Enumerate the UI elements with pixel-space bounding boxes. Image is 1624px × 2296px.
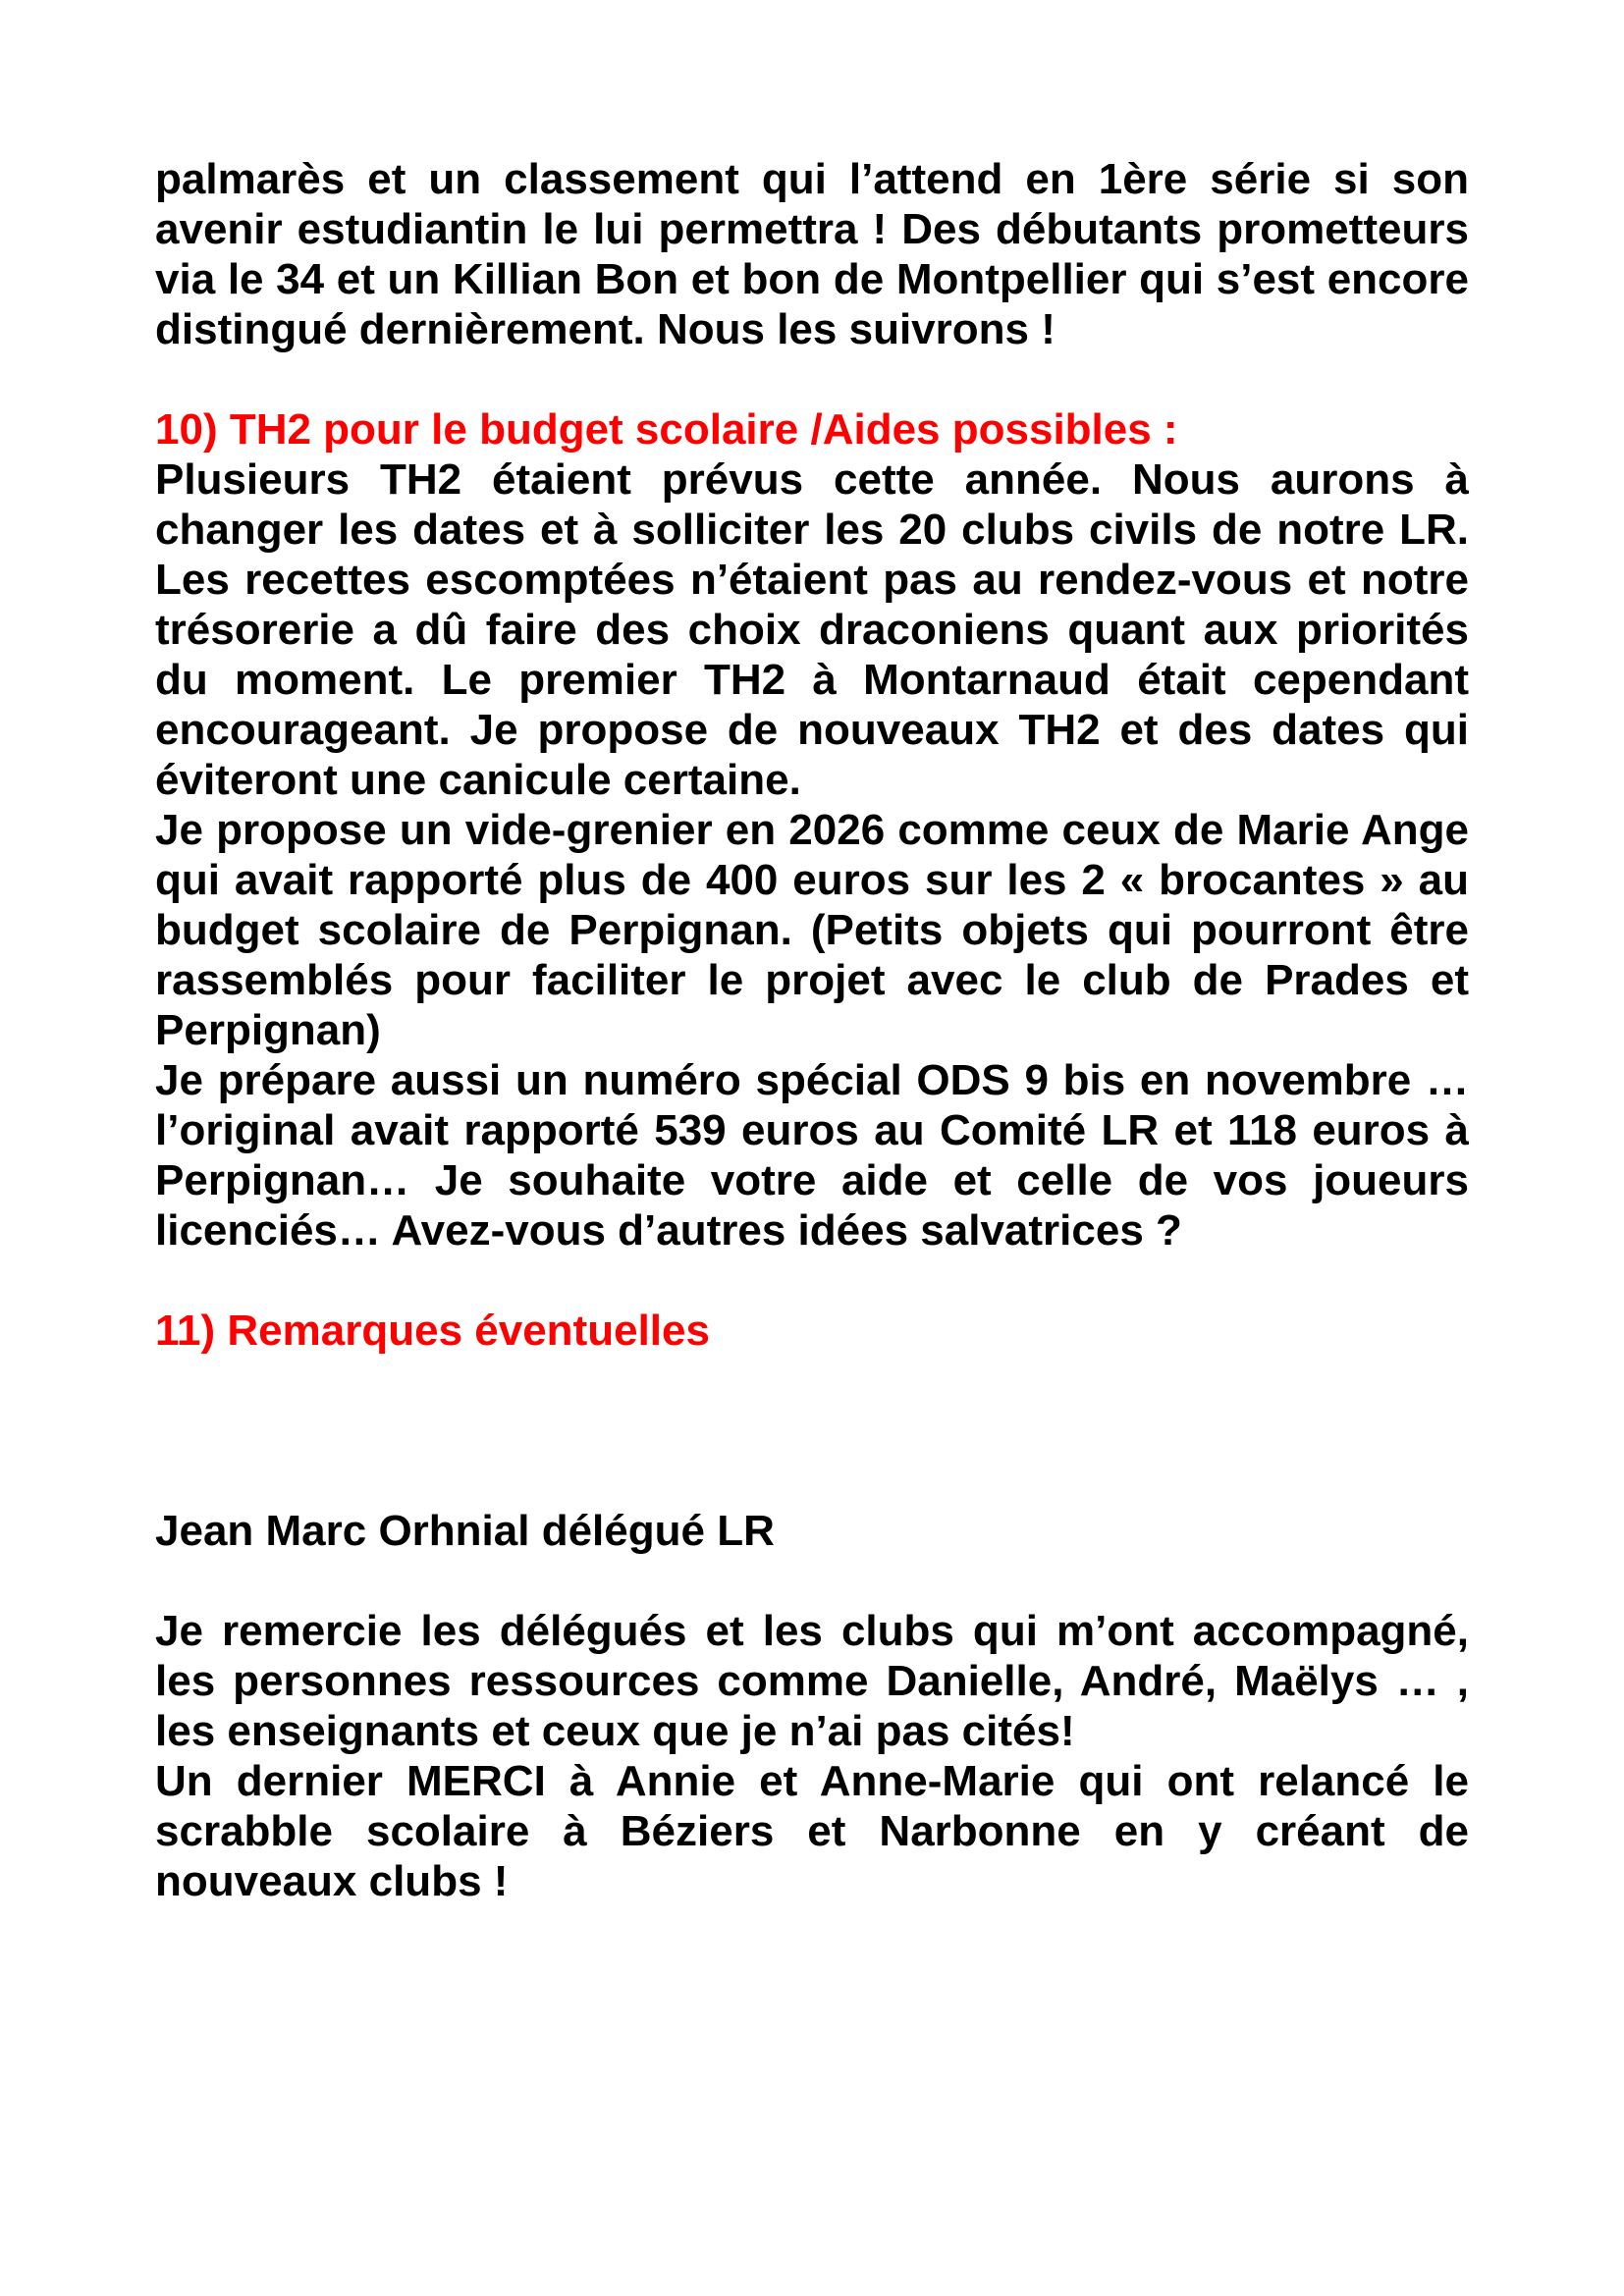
paragraph-vide-grenier: Je propose un vide-grenier en 2026 comme ceux de Marie Ange qui avait rapporté plus de 400 euros sur les 2 « brocantes » au budget scolaire de Perpignan. (Petits objets qui pourront être rassemblés pour faciliter le projet avec le club de Prades et Perpignan)	[155, 806, 1469, 1054]
section-heading-10-th2-budget: 10) TH2 pour le budget scolaire /Aides possibles :	[155, 405, 1178, 454]
paragraph-remerciements: Je remercie les délégués et les clubs qui m’ont accompagné, les personnes ressources comme Danielle, André, Maëlys … , les enseignants et ceux que je n’ai pas cités!	[155, 1607, 1469, 1755]
paragraph-ods-9-bis: Je prépare aussi un numéro spécial ODS 9 bis en novembre …l’original avait rapporté 539 euros au Comité LR et 118 euros à Perpignan… Je souhaite votre aide et celle de vos joueurs licenciés… Avez-vous d’autres idées salvatrices ?	[155, 1056, 1469, 1255]
paragraph-th2-dates: Plusieurs TH2 étaient prévus cette année. Nous aurons à changer les dates et à solliciter les 20 clubs civils de notre LR. Les recettes escomptées n’étaient pas au rendez-vous et notre trésorerie a dû faire des choix draconiens quant aux priorités du moment. Le premier TH2 à Montarnaud était cependant encourageant. Je propose de nouveaux TH2 et des dates qui éviteront une canicule certaine.	[155, 455, 1469, 804]
paragraph-continuation-palmares: palmarès et un classement qui l’attend en 1ère série si son avenir estudiantin le lui permettra ! Des débutants prometteurs via le 34 et un Killian Bon et bon de Montpellier qui s’est encore distingué dernièrement. Nous les suivrons !	[155, 155, 1469, 353]
section-heading-11-remarques: 11) Remarques éventuelles	[155, 1307, 710, 1355]
signature-line-delegate: Jean Marc Orhnial délégué LR	[155, 1507, 775, 1555]
paragraph-merci-final: Un dernier MERCI à Annie et Anne-Marie qui ont relancé le scrabble scolaire à Béziers et Narbonne en y créant de nouveaux clubs !	[155, 1757, 1469, 1905]
